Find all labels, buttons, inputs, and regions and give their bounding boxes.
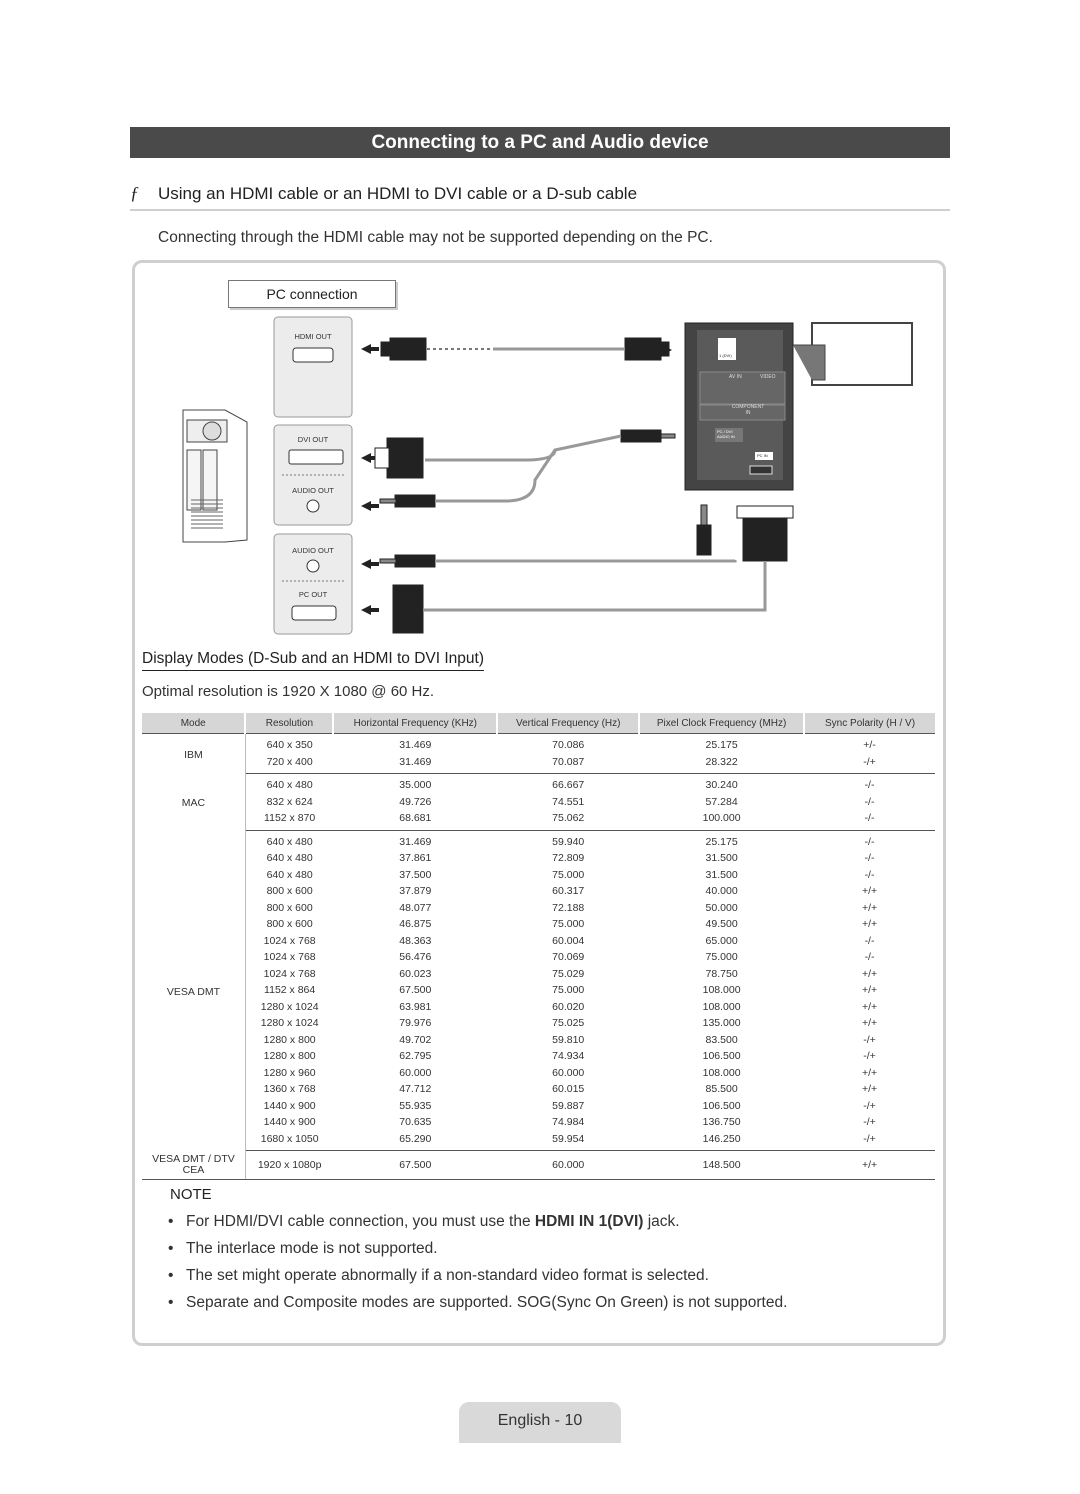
- resolution-cell: 800 x 600: [266, 901, 313, 914]
- note-title: NOTE: [170, 1186, 212, 1203]
- note-text: For HDMI/DVI cable connection, you must use the: [186, 1213, 535, 1230]
- note-item: [168, 1211, 787, 1238]
- vertical-frequency-cell: 75.000: [552, 868, 585, 881]
- resolution-cell: 1280 x 800: [263, 1050, 316, 1063]
- table-row: [142, 1151, 935, 1180]
- table-row: [142, 734, 935, 754]
- table-row: [142, 916, 935, 933]
- section-banner: Connecting to a PC and Audio device: [130, 127, 950, 158]
- table-row: [142, 900, 935, 917]
- display-modes-table: [142, 713, 935, 1180]
- vertical-frequency-cell: 66.667: [552, 779, 585, 792]
- table-row: [142, 949, 935, 966]
- sync-polarity-cell: +/+: [861, 901, 878, 914]
- horizontal-frequency-cell: 31.469: [333, 754, 497, 774]
- note-emphasis: HDMI IN 1(DVI): [534, 1213, 644, 1230]
- header-mode: Mode: [142, 713, 245, 734]
- table-row: [142, 1065, 935, 1082]
- table-row: [142, 883, 935, 900]
- pc-connection-label: PC connection: [228, 280, 396, 308]
- note-text: Separate and Composite modes are supported. SOG(Sync On Green) is not supported.: [186, 1294, 788, 1311]
- vertical-frequency-cell: 72.809: [552, 852, 585, 865]
- pixel-clock-cell: 108.000: [702, 984, 741, 997]
- pixel-clock-cell: 40.000: [705, 885, 738, 898]
- pixel-clock-cell: 31.500: [705, 852, 738, 865]
- table-row: [142, 810, 935, 830]
- horizontal-frequency-cell: 68.681: [333, 810, 497, 830]
- resolution-cell: 640 x 480: [266, 779, 313, 792]
- horizontal-frequency-cell: 49.726: [399, 795, 432, 808]
- sync-polarity-cell: +/+: [861, 984, 878, 997]
- note-item: [168, 1238, 787, 1265]
- sync-polarity-cell: +/-: [863, 739, 876, 752]
- arrow-icons: [361, 344, 704, 615]
- note-item: [168, 1292, 787, 1319]
- tv-pc-in-label: PC IN: [757, 453, 768, 458]
- pc-out-label: PC OUT: [298, 590, 328, 599]
- resolution-cell: 1920 x 1080p: [245, 1151, 333, 1180]
- sync-polarity-cell: -/-: [864, 779, 875, 792]
- sync-polarity-cell: -/-: [864, 852, 875, 865]
- bullet-icon: •: [168, 1240, 174, 1257]
- intro-text: Connecting through the HDMI cable may not be supported depending on the PC.: [158, 229, 713, 246]
- table-body: [142, 734, 935, 1180]
- sync-polarity-cell: -/+: [804, 1131, 935, 1151]
- mode-cell: MAC: [142, 774, 245, 831]
- vertical-frequency-cell: 72.188: [552, 901, 585, 914]
- hdmi-port-icon: [293, 348, 333, 362]
- table-row: [142, 933, 935, 950]
- vertical-frequency-cell: 70.086: [552, 739, 585, 752]
- resolution-cell: 1440 x 900: [263, 1099, 316, 1112]
- resolution-cell: 1280 x 1024: [260, 1000, 319, 1013]
- resolution-cell: 640 x 480: [266, 852, 313, 865]
- horizontal-frequency-cell: 31.469: [399, 739, 432, 752]
- pixel-clock-cell: 106.500: [702, 1099, 741, 1112]
- resolution-cell: 800 x 600: [266, 885, 313, 898]
- vertical-frequency-cell: 60.020: [552, 1000, 585, 1013]
- resolution-cell: 640 x 480: [266, 835, 313, 848]
- vertical-frequency-cell: 70.069: [552, 951, 585, 964]
- resolution-cell: 1152 x 870: [245, 810, 333, 830]
- pixel-clock-cell: 148.500: [639, 1151, 804, 1180]
- pixel-clock-cell: 106.500: [702, 1050, 741, 1063]
- resolution-cell: 1680 x 1050: [245, 1131, 333, 1151]
- resolution-cell: 800 x 600: [266, 918, 313, 931]
- sync-polarity-cell: -/-: [864, 795, 875, 808]
- connection-diagram: [175, 310, 925, 645]
- header-resolution: Resolution: [245, 713, 333, 734]
- note-item: [168, 1265, 787, 1292]
- display-modes-title: Display Modes (D-Sub and an HDMI to DVI Input): [142, 650, 484, 671]
- sync-polarity-cell: +/+: [861, 885, 878, 898]
- resolution-cell: 1024 x 768: [263, 967, 316, 980]
- pixel-clock-cell: 108.000: [702, 1000, 741, 1013]
- note-text: The interlace mode is not supported.: [186, 1240, 438, 1257]
- vertical-frequency-cell: 60.000: [552, 1066, 585, 1079]
- bullet-icon: •: [168, 1267, 174, 1284]
- resolution-cell: 1440 x 900: [263, 1116, 316, 1129]
- pixel-clock-cell: 65.000: [705, 934, 738, 947]
- resolution-cell: 640 x 350: [266, 739, 313, 752]
- subheading-text: Using an HDMI cable or an HDMI to DVI cable or a D-sub cable: [158, 184, 638, 203]
- pixel-clock-cell: 75.000: [705, 951, 738, 964]
- pixel-clock-cell: 135.000: [702, 1017, 741, 1030]
- mode-cell: VESA DMT / DTV CEA: [142, 1151, 245, 1180]
- table-row: [142, 1015, 935, 1032]
- vertical-frequency-cell: 75.000: [552, 918, 585, 931]
- sync-polarity-cell: +/+: [861, 967, 878, 980]
- optimal-resolution: Optimal resolution is 1920 X 1080 @ 60 Hz.: [142, 683, 435, 700]
- header-pixel-clock: Pixel Clock Frequency (MHz): [639, 713, 804, 734]
- vertical-frequency-cell: 60.004: [552, 934, 585, 947]
- sync-polarity-cell: -/-: [864, 934, 875, 947]
- vertical-frequency-cell: 60.015: [552, 1083, 585, 1096]
- horizontal-frequency-cell: 37.861: [399, 852, 432, 865]
- tv-component-in-label: COMPONENT IN: [731, 404, 765, 416]
- sync-polarity-cell: +/+: [861, 1017, 878, 1030]
- note-text-end: jack.: [643, 1213, 680, 1230]
- tv-av-in-label: AV IN: [729, 374, 742, 380]
- table-row: [142, 794, 935, 811]
- horizontal-frequency-cell: 60.023: [399, 967, 432, 980]
- resolution-cell: 720 x 400: [245, 754, 333, 774]
- sync-polarity-cell: +/+: [804, 1151, 935, 1180]
- vertical-frequency-cell: 59.940: [552, 835, 585, 848]
- table-row: [142, 966, 935, 983]
- pixel-clock-cell: 30.240: [705, 779, 738, 792]
- pixel-clock-cell: 25.175: [705, 835, 738, 848]
- table-row: [142, 1131, 935, 1151]
- pixel-clock-cell: 78.750: [705, 967, 738, 980]
- tv-video-label: VIDEO: [760, 374, 776, 380]
- sync-polarity-cell: -/-: [864, 868, 875, 881]
- sync-polarity-cell: -/-: [864, 835, 875, 848]
- table-row: [142, 850, 935, 867]
- audio-out-label-2: AUDIO OUT: [292, 546, 334, 555]
- table-header-row: [142, 713, 935, 734]
- resolution-cell: 640 x 480: [266, 868, 313, 881]
- horizontal-frequency-cell: 55.935: [399, 1099, 432, 1112]
- horizontal-frequency-cell: 70.635: [399, 1116, 432, 1129]
- vertical-frequency-cell: 74.551: [552, 795, 585, 808]
- resolution-cell: 1280 x 1024: [260, 1017, 319, 1030]
- sync-polarity-cell: +/+: [861, 1066, 878, 1079]
- horizontal-frequency-cell: 65.290: [333, 1131, 497, 1151]
- pixel-clock-cell: 50.000: [705, 901, 738, 914]
- vertical-frequency-cell: 60.317: [552, 885, 585, 898]
- resolution-cell: 832 x 624: [266, 795, 313, 808]
- pixel-clock-cell: 100.000: [639, 810, 804, 830]
- vertical-frequency-cell: 74.934: [552, 1050, 585, 1063]
- table-row: [142, 774, 935, 794]
- table-row: [142, 1098, 935, 1115]
- horizontal-frequency-cell: 67.500: [399, 984, 432, 997]
- tv-outline: [812, 323, 912, 385]
- horizontal-frequency-cell: 37.879: [399, 885, 432, 898]
- table-row: [142, 754, 935, 774]
- pixel-clock-cell: 108.000: [702, 1066, 741, 1079]
- pixel-clock-cell: 85.500: [705, 1083, 738, 1096]
- pixel-clock-cell: 83.500: [705, 1033, 738, 1046]
- tv-hdmi-in-label: 1 (DVI): [719, 353, 732, 358]
- sync-polarity-cell: +/+: [861, 918, 878, 931]
- audio-out-label-1: AUDIO OUT: [292, 486, 334, 495]
- horizontal-frequency-cell: 35.000: [399, 779, 432, 792]
- bullet-icon: •: [168, 1294, 174, 1311]
- pixel-clock-cell: 136.750: [702, 1116, 741, 1129]
- pixel-clock-cell: 31.500: [705, 868, 738, 881]
- note-text: The set might operate abnormally if a non-standard video format is selected.: [186, 1267, 709, 1284]
- pixel-clock-cell: 49.500: [705, 918, 738, 931]
- resolution-cell: 1280 x 960: [263, 1066, 316, 1079]
- vga-port-icon: [292, 606, 336, 620]
- bullet-icon: •: [168, 1213, 174, 1230]
- table-row: [142, 1048, 935, 1065]
- table-row: [142, 1032, 935, 1049]
- audio-jack-icon-2: [307, 560, 319, 572]
- sync-polarity-cell: -/+: [863, 1050, 876, 1063]
- resolution-cell: 1360 x 768: [263, 1083, 316, 1096]
- audio-jack-icon: [307, 500, 319, 512]
- horizontal-frequency-cell: 48.077: [399, 901, 432, 914]
- resolution-cell: 1280 x 800: [263, 1033, 316, 1046]
- sync-polarity-cell: -/+: [863, 1116, 876, 1129]
- horizontal-frequency-cell: 48.363: [399, 934, 432, 947]
- table-row: [142, 982, 935, 999]
- table-row: [142, 830, 935, 850]
- table-row: [142, 999, 935, 1016]
- vertical-frequency-cell: 70.087: [497, 754, 639, 774]
- vertical-frequency-cell: 75.025: [552, 1017, 585, 1030]
- header-horizontal-frequency: Horizontal Frequency (KHz): [333, 713, 497, 734]
- page-number-tab: English - 10: [459, 1402, 621, 1443]
- pixel-clock-cell: 28.322: [639, 754, 804, 774]
- hdmi-out-label: HDMI OUT: [294, 332, 332, 341]
- resolution-cell: 1024 x 768: [263, 951, 316, 964]
- sync-polarity-cell: -/-: [804, 810, 935, 830]
- pc-tower-illustration: [183, 410, 247, 542]
- tv-pc-dvi-audio-in-label: PC / DVI AUDIO IN: [717, 429, 735, 439]
- horizontal-frequency-cell: 63.981: [399, 1000, 432, 1013]
- horizontal-frequency-cell: 79.976: [399, 1017, 432, 1030]
- vertical-frequency-cell: 59.887: [552, 1099, 585, 1112]
- mode-cell: VESA DMT: [142, 830, 245, 1151]
- vertical-frequency-cell: 74.984: [552, 1116, 585, 1129]
- horizontal-frequency-cell: 49.702: [399, 1033, 432, 1046]
- sync-polarity-cell: -/+: [863, 1099, 876, 1112]
- notes-list: [168, 1211, 787, 1319]
- pixel-clock-cell: 57.284: [705, 795, 738, 808]
- dvi-port-icon: [289, 450, 343, 464]
- horizontal-frequency-cell: 62.795: [399, 1050, 432, 1063]
- horizontal-frequency-cell: 46.875: [399, 918, 432, 931]
- pixel-clock-cell: 25.175: [705, 739, 738, 752]
- vertical-frequency-cell: 59.954: [497, 1131, 639, 1151]
- mode-cell: IBM: [142, 734, 245, 774]
- table-row: [142, 867, 935, 884]
- horizontal-frequency-cell: 56.476: [399, 951, 432, 964]
- vertical-frequency-cell: 59.810: [552, 1033, 585, 1046]
- vertical-frequency-cell: 75.000: [552, 984, 585, 997]
- horizontal-frequency-cell: 60.000: [399, 1066, 432, 1079]
- vertical-frequency-cell: 75.029: [552, 967, 585, 980]
- vertical-frequency-cell: 75.062: [497, 810, 639, 830]
- header-sync-polarity: Sync Polarity (H / V): [804, 713, 935, 734]
- sync-polarity-cell: +/+: [861, 1083, 878, 1096]
- horizontal-frequency-cell: 67.500: [333, 1151, 497, 1180]
- subheading-bullet: ƒ: [130, 183, 139, 203]
- horizontal-frequency-cell: 47.712: [399, 1083, 432, 1096]
- header-vertical-frequency: Vertical Frequency (Hz): [497, 713, 639, 734]
- table-row: [142, 1114, 935, 1131]
- subheading: [130, 183, 950, 211]
- vertical-frequency-cell: 60.000: [497, 1151, 639, 1180]
- sync-polarity-cell: -/+: [863, 1033, 876, 1046]
- table-row: [142, 1081, 935, 1098]
- sync-polarity-cell: +/+: [861, 1000, 878, 1013]
- horizontal-frequency-cell: 31.469: [399, 835, 432, 848]
- resolution-cell: 1024 x 768: [263, 934, 316, 947]
- pixel-clock-cell: 146.250: [639, 1131, 804, 1151]
- horizontal-frequency-cell: 37.500: [399, 868, 432, 881]
- dvi-out-label: DVI OUT: [297, 435, 329, 444]
- sync-polarity-cell: -/+: [804, 754, 935, 774]
- resolution-cell: 1152 x 864: [264, 984, 316, 997]
- sync-polarity-cell: -/-: [864, 951, 875, 964]
